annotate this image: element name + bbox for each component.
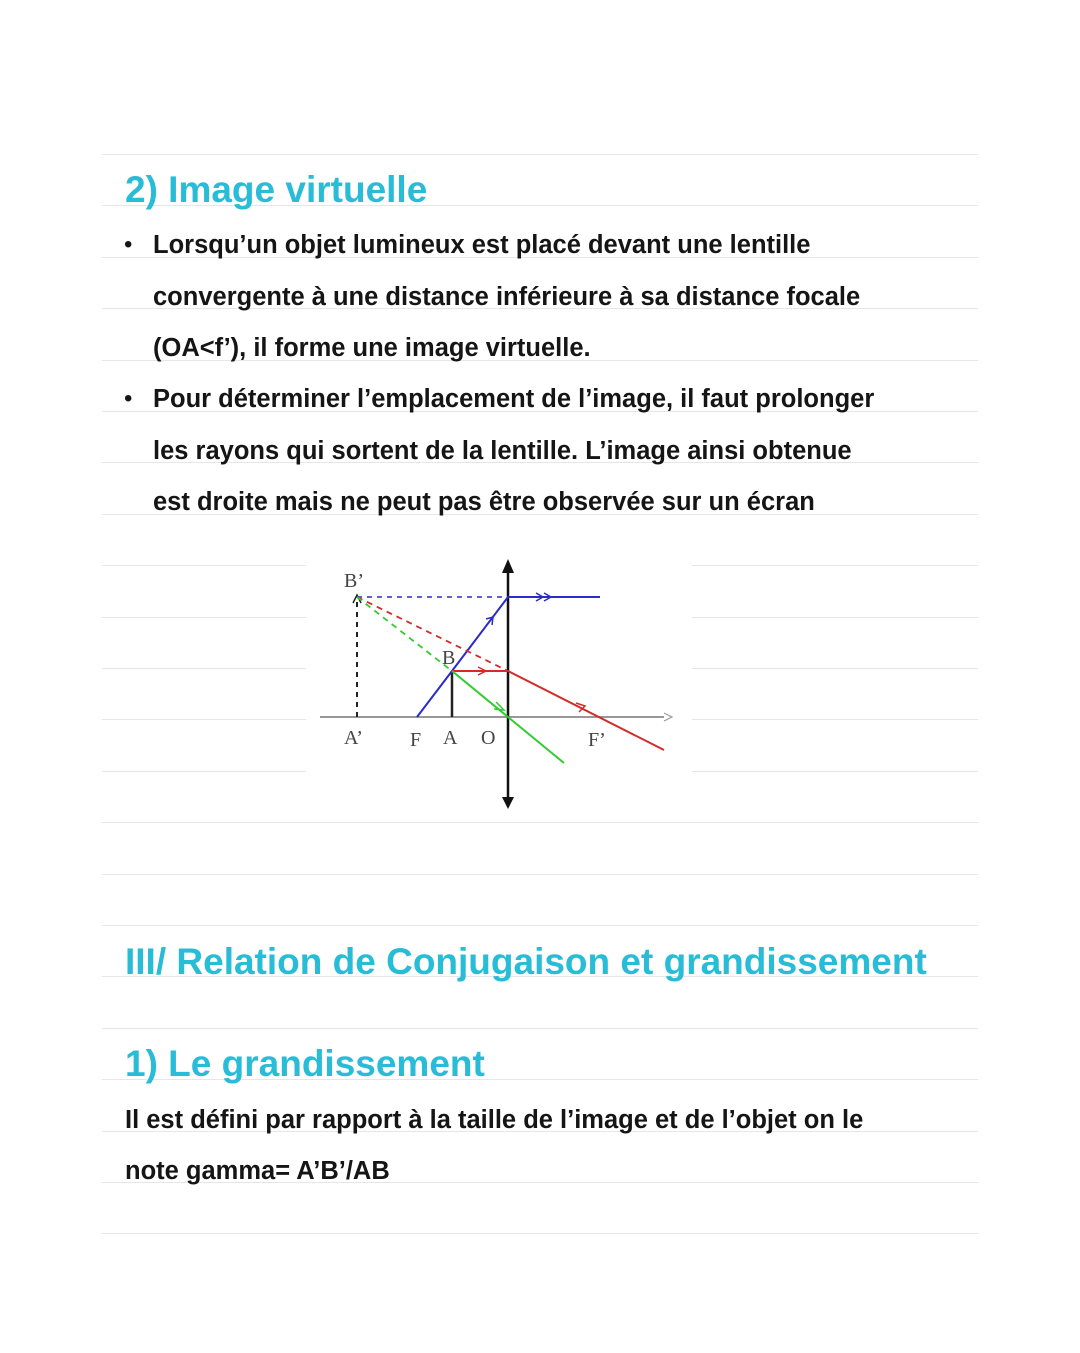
bullet-dot: • (124, 385, 133, 412)
ruled-line (102, 719, 306, 720)
paragraph-line: les rayons qui sortent de la lentille. L’image ainsi obtenue (153, 437, 852, 465)
ruled-line (102, 771, 306, 772)
section-heading-image-virtuelle: 2) Image virtuelle (125, 169, 428, 210)
ruled-line (102, 668, 306, 669)
paragraph-line: note gamma= A’B’/AB (125, 1157, 390, 1185)
label-f: F (410, 729, 422, 751)
ruled-line (102, 1028, 978, 1029)
label-f-prime: F’ (588, 729, 606, 751)
bullet-dot: • (124, 231, 133, 258)
paragraph-line: est droite mais ne peut pas être observée sur un écran (153, 488, 815, 516)
ruled-line (102, 925, 978, 926)
paragraph-line: convergente à une distance inférieure à sa distance focale (153, 283, 861, 311)
label-a-prime: A’ (344, 727, 363, 749)
section-heading-relation-conjugaison: III/ Relation de Conjugaison et grandissement (125, 941, 927, 982)
label-o: O (481, 727, 496, 749)
ruled-line (102, 874, 978, 875)
ruled-line (692, 771, 978, 772)
section-heading-grandissement: 1) Le grandissement (125, 1043, 485, 1084)
ruled-line (692, 565, 978, 566)
paragraph-line: Il est défini par rapport à la taille de l’image et de l’objet on le (125, 1106, 864, 1134)
ruled-line (692, 668, 978, 669)
paragraph-line: (OA<f’), il forme une image virtuelle. (153, 334, 591, 362)
ruled-line (102, 154, 978, 155)
ruled-line (692, 719, 978, 720)
label-b-prime: B’ (344, 570, 364, 592)
ruled-line (102, 617, 306, 618)
ruled-line (102, 1233, 978, 1234)
ruled-line (102, 822, 978, 823)
ruled-line (692, 617, 978, 618)
converging-lens-diagram (306, 547, 692, 815)
ruled-line (102, 565, 306, 566)
paragraph-line: Lorsqu’un objet lumineux est placé devant une lentille (153, 231, 811, 259)
label-a: A (443, 727, 458, 749)
label-b: B (442, 647, 456, 669)
paragraph-line: Pour déterminer l’emplacement de l’image, il faut prolonger (153, 385, 875, 413)
